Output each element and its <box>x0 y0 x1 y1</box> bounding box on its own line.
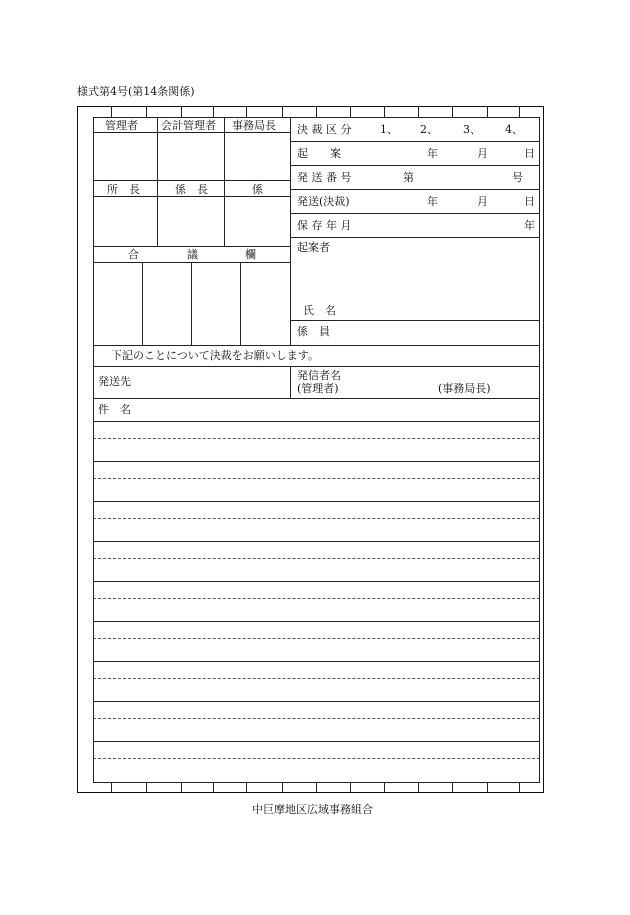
header-chief: 係 長 <box>175 183 208 196</box>
dashed-rule <box>93 638 540 639</box>
draft-month: 月 <box>477 147 488 160</box>
binding-tick <box>213 107 214 117</box>
retention-year: 年 <box>524 219 535 232</box>
info-row-line <box>290 237 540 238</box>
binding-tick <box>181 107 182 117</box>
binding-tick <box>384 783 385 792</box>
binding-tick <box>316 107 317 117</box>
draft-day: 日 <box>524 147 535 160</box>
subject-top-line <box>93 398 540 399</box>
dashed-rule <box>93 598 540 599</box>
solid-rule <box>93 501 540 502</box>
request-bottom-line <box>93 366 540 367</box>
info-row-line <box>290 320 540 321</box>
dashed-rule <box>93 678 540 679</box>
info-row-line <box>290 165 540 166</box>
footer-organization: 中巨摩地区広域事務組合 <box>252 803 373 816</box>
decision-label: 決 裁 区 分 <box>297 123 352 136</box>
dashed-rule <box>93 438 540 439</box>
solid-rule <box>93 461 540 462</box>
send-date-day: 日 <box>524 195 535 208</box>
send-date-label: 発送(決裁) <box>297 195 350 208</box>
binding-tick <box>316 783 317 792</box>
binding-tick <box>519 107 520 117</box>
approval-header-line-2 <box>93 196 290 197</box>
solid-rule <box>93 701 540 702</box>
dashed-rule <box>93 478 540 479</box>
solid-rule <box>93 541 540 542</box>
binding-tick <box>487 107 488 117</box>
drafter-label: 起案者 <box>297 241 330 254</box>
binding-tick <box>350 107 351 117</box>
form-id: 様式第4号(第14条関係) <box>77 85 195 98</box>
header-director: 所 長 <box>107 183 140 196</box>
binding-tick <box>350 783 351 792</box>
solid-rule <box>93 741 540 742</box>
header-accounting-manager: 会計管理者 <box>161 119 216 132</box>
binding-tick <box>246 107 247 117</box>
binding-tick <box>452 107 453 117</box>
sender-label: 発信者名 <box>297 369 341 382</box>
binding-tick <box>146 783 147 792</box>
consult-header-1: 合 <box>128 248 139 261</box>
form-body <box>93 117 540 783</box>
dashed-rule <box>93 558 540 559</box>
header-staff: 係 <box>252 183 263 196</box>
approval-row-line <box>93 180 290 181</box>
retention-label: 保 存 年 月 <box>297 219 352 232</box>
solid-rule <box>93 581 540 582</box>
decision-option-3: 3、 <box>463 123 481 136</box>
dashed-rule <box>93 518 540 519</box>
draft-year: 年 <box>427 147 438 160</box>
destination-label: 発送先 <box>98 375 131 388</box>
consult-header-2: 議 <box>187 248 198 261</box>
approval-header-line <box>93 132 290 133</box>
info-row-line <box>290 213 540 214</box>
binding-tick <box>384 107 385 117</box>
sender-divider <box>290 366 291 398</box>
header-secretary-general: 事務局長 <box>232 119 276 132</box>
decision-option-1: 1、 <box>380 123 398 136</box>
info-row-line <box>290 189 540 190</box>
consult-col-line <box>240 262 241 345</box>
binding-tick <box>487 783 488 792</box>
decision-option-4: 4、 <box>505 123 523 136</box>
dashed-rule <box>93 718 540 719</box>
request-top-line <box>93 345 540 346</box>
binding-tick <box>282 107 283 117</box>
binding-tick <box>282 783 283 792</box>
clerk-label: 係 員 <box>297 325 330 338</box>
approval-divider <box>290 117 291 345</box>
solid-rule <box>93 661 540 662</box>
consult-col-line <box>142 262 143 345</box>
binding-tick <box>418 783 419 792</box>
binding-tick <box>213 783 214 792</box>
sender-manager: (管理者) <box>297 382 339 395</box>
draft-label: 起 案 <box>297 147 341 160</box>
binding-tick <box>519 783 520 792</box>
sender-secretary-general: (事務局長) <box>438 382 491 395</box>
send-date-month: 月 <box>477 195 488 208</box>
info-row-line <box>290 141 540 142</box>
dashed-rule <box>93 758 540 759</box>
approval-col-line <box>157 117 158 246</box>
binding-tick <box>246 783 247 792</box>
header-manager: 管理者 <box>105 119 138 132</box>
binding-tick <box>181 783 182 792</box>
consult-header-3: 欄 <box>245 248 256 261</box>
binding-tick <box>418 107 419 117</box>
send-number-suffix: 号 <box>512 171 523 184</box>
binding-tick <box>452 783 453 792</box>
solid-rule <box>93 421 540 422</box>
drafter-name-label: 氏 名 <box>303 304 336 317</box>
consult-col-line <box>191 262 192 345</box>
request-text: 下記のことについて決裁をお願いします。 <box>111 349 319 362</box>
binding-tick <box>146 107 147 117</box>
send-number-prefix: 第 <box>403 171 414 184</box>
send-date-year: 年 <box>427 195 438 208</box>
decision-option-2: 2、 <box>420 123 438 136</box>
binding-tick <box>111 783 112 792</box>
solid-rule <box>93 621 540 622</box>
send-number-label: 発 送 番 号 <box>297 171 352 184</box>
binding-tick <box>111 107 112 117</box>
approval-col-line <box>224 117 225 246</box>
subject-label: 件 名 <box>98 403 131 416</box>
approval-row-line-2 <box>93 246 290 247</box>
